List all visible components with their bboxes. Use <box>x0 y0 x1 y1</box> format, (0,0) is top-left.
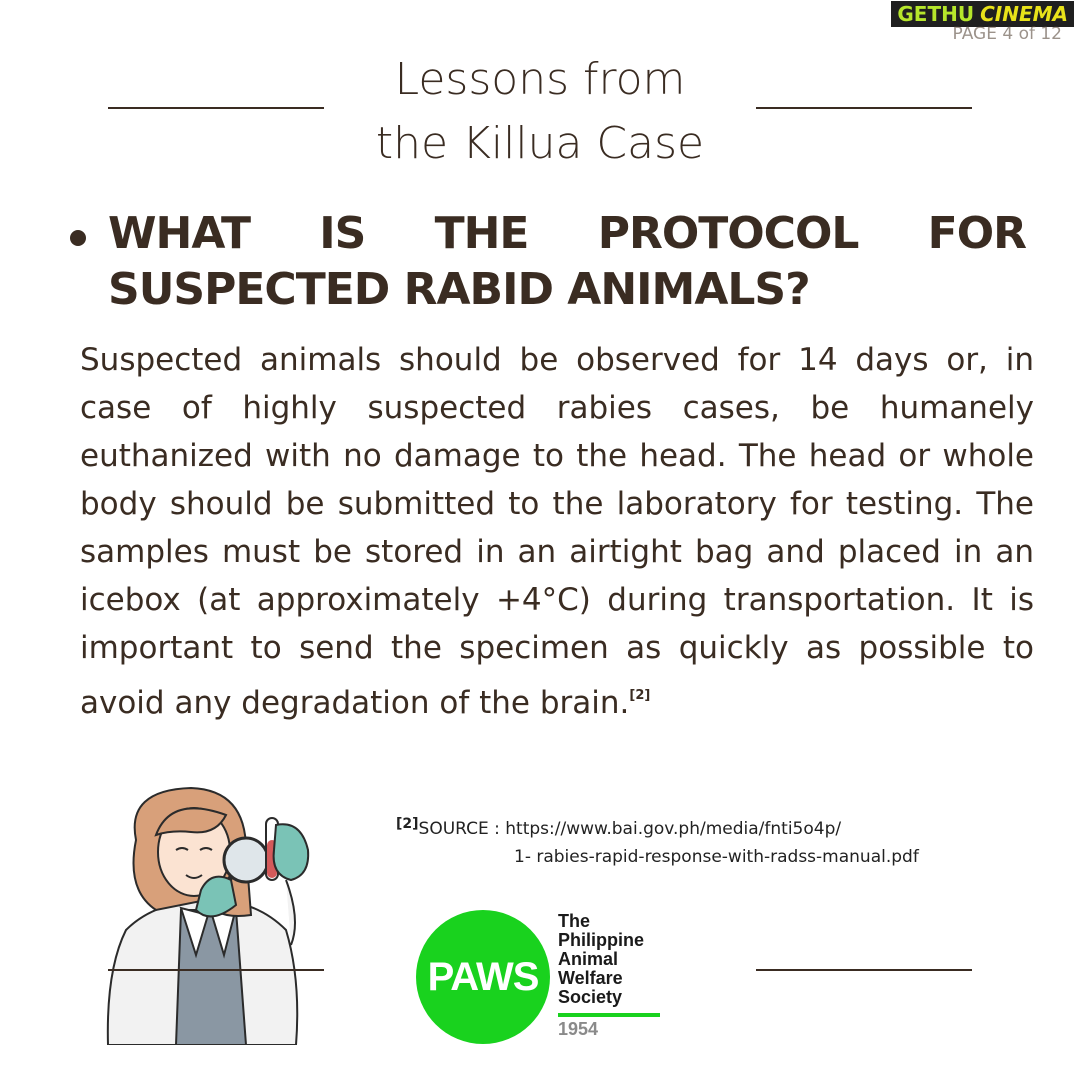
org-name-line: Philippine <box>558 930 645 950</box>
scientist-illustration <box>96 780 326 1045</box>
paws-logo-circle <box>416 910 550 1044</box>
org-name-line: Welfare <box>558 968 623 988</box>
source-line-1: SOURCE : https://www.bai.gov.ph/media/fnti5o4p/ <box>418 819 842 839</box>
title-line-2: the Killua Case <box>375 118 705 169</box>
watermark-logo <box>891 2 1074 26</box>
watermark-part2: CINEMA <box>978 1 1074 27</box>
page-title <box>330 48 750 176</box>
title-line-1: Lessons from <box>394 54 686 105</box>
org-name-line: The <box>558 911 591 931</box>
footer-rule-left <box>108 969 324 971</box>
page-indicator: PAGE 4 of 12 <box>952 24 1062 44</box>
header-rule-left <box>108 107 324 109</box>
source-line-2: 1- rabies-rapid-response-with-radss-manual.pdf <box>514 847 919 867</box>
body-text: Suspected animals should be observed for 14 days or, in case of highly suspected rabies cases, be humanely euthanized with no damage to the head. The head or whole body should be submitted to the laboratory for testing. The samples must be stored in an airtight bag and placed in an icebox (at approximately +4°C) during transportation. It is important to send the specimen as quickly as possible to avoid any degradation of the brain. <box>80 342 1034 721</box>
body-reference: [2] <box>629 688 651 703</box>
organization-name <box>558 912 644 1007</box>
organization-year: 1954 <box>558 1019 599 1039</box>
header-rule-right <box>756 107 972 109</box>
org-name-line: Society <box>558 987 623 1007</box>
paws-logo-text: PAWS <box>427 954 539 999</box>
question-heading: WHAT IS THE PROTOCOL FOR SUSPECTED RABID ANIMALS? <box>108 208 1026 315</box>
watermark-part1: GETHU <box>891 1 978 27</box>
footer-rule-right <box>756 969 972 971</box>
source-citation <box>396 810 919 871</box>
source-reference: [2] <box>396 816 419 832</box>
body-paragraph <box>80 336 1034 727</box>
bullet-icon <box>70 230 86 246</box>
org-name-line: Animal <box>558 949 619 969</box>
organization-underline <box>558 1013 660 1017</box>
